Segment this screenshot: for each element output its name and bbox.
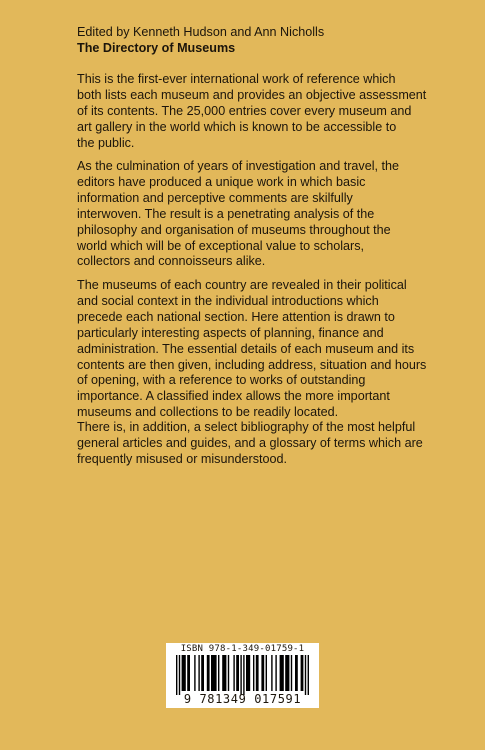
barcode-bar (179, 655, 180, 695)
text-line: editors have produced a unique work in which basic (77, 174, 366, 189)
blurb-paragraph-3 (77, 278, 427, 421)
text-line: importance. A classified index allows the more important (77, 389, 390, 404)
barcode-bar (240, 655, 241, 695)
barcode-bar (243, 655, 244, 695)
text-line: interwoven. The result is a penetrating analysis of the (77, 206, 375, 221)
blurb-paragraph-2 (77, 159, 417, 270)
text-line: general articles and guides, and a glossary of terms which are (77, 435, 423, 450)
barcode-bar (271, 655, 272, 691)
text-line: contents are then given, including address, situation and hours (77, 357, 427, 372)
barcode-bar (253, 655, 254, 691)
barcode-bar (187, 655, 190, 691)
text-line: This is the first-ever international work of reference which (77, 72, 396, 86)
text-line: of its contents. The 25,000 entries cover every museum and (77, 103, 412, 118)
editors-credit: Edited by Kenneth Hudson and Ann Nicholls (77, 25, 325, 39)
barcode-bar (275, 655, 276, 691)
text-line: of opening, with a reference to works of outstanding (77, 373, 366, 388)
barcode-bar (246, 655, 250, 691)
barcode-bar (198, 655, 199, 691)
barcode-bar (256, 655, 259, 691)
barcode-bar (280, 655, 284, 691)
text-line: world which will be of exceptional value to scholars, (77, 238, 364, 253)
isbn-label: ISBN 978-1-349-01759-1 (180, 644, 305, 654)
text-line: There is, in addition, a select bibliography of the most helpful (77, 420, 416, 434)
barcode-bar (211, 655, 217, 691)
isbn-barcode (166, 643, 319, 708)
text-line: the public. (77, 135, 135, 150)
text-line: both lists each museum and provides an objective assessment (77, 87, 427, 102)
barcode-bars (166, 655, 319, 695)
text-line: administration. The essential details of each museum and its (77, 341, 415, 356)
blurb-paragraph-1 (77, 72, 427, 152)
blurb-paragraph-4 (77, 420, 423, 468)
text-line: art gallery in the world which is known to be accessible to (77, 119, 397, 134)
text-line: museums and collections to be readily located. (77, 405, 339, 420)
text-line: As the culmination of years of investigation and travel, the (77, 159, 400, 173)
barcode-bar (176, 655, 177, 695)
barcode-bar (285, 655, 289, 691)
barcode-bar (218, 655, 219, 691)
barcode-bar (233, 655, 234, 691)
text-line: information and perceptive comments are skilfully (77, 190, 353, 205)
text-line: and social context in the individual introductions which (77, 293, 379, 308)
text-line: The museums of each country are revealed in their political (77, 278, 407, 292)
book-title: The Directory of Museums (77, 41, 236, 55)
barcode-bar (308, 655, 309, 695)
barcode-bar (207, 655, 210, 691)
barcode-bar (201, 655, 204, 691)
barcode-bar (222, 655, 226, 691)
barcode-bar (236, 655, 239, 691)
barcode-bar (266, 655, 267, 691)
text-line: particularly interesting aspects of planning, finance and (77, 325, 384, 340)
barcode-bar (261, 655, 264, 691)
barcode-bar (228, 655, 229, 691)
barcode-bar (295, 655, 298, 691)
barcode-bar (301, 655, 304, 691)
barcode-bar (182, 655, 186, 691)
barcode-bar (305, 655, 306, 695)
barcode-bar (194, 655, 195, 691)
text-line: precede each national section. Here attention is drawn to (77, 309, 395, 324)
text-line: frequently misused or misunderstood. (77, 451, 287, 466)
ean-digits: 9 781349 017591 (183, 692, 302, 706)
text-line: collectors and connoisseurs alike. (77, 254, 266, 269)
text-line: philosophy and organisation of museums throughout the (77, 222, 391, 237)
barcode-bar (291, 655, 292, 691)
